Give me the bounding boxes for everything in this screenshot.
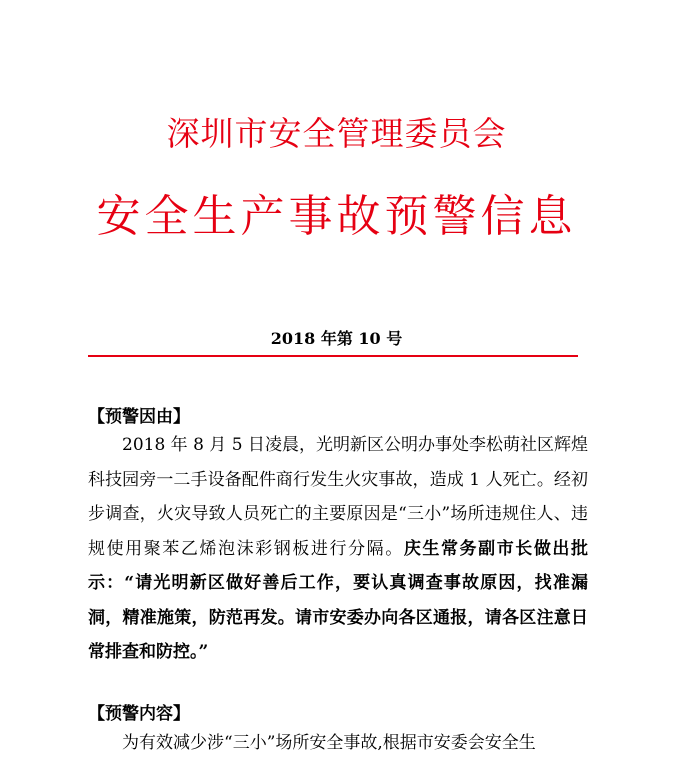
vice-mayor-instruction-text: 庆生常务副市长做出批示：“请光明新区做好善后工作，要认真调查事故原因，找准漏洞，精准施策，防范再发。请市安委办向各区通报，请各区注意日常排查和防控。” [88, 538, 589, 662]
document-title: 安全生产事故预警信息 [96, 191, 577, 242]
warning-content-text: 为有效减少涉“三小”场所安全事故,根据市安委会安全生 [122, 733, 536, 753]
issue-number: 2018 年第 10 号 [270, 329, 403, 348]
section-heading-warning-content: 【预警内容】 [88, 704, 190, 724]
red-separator-line [88, 355, 578, 357]
issuing-organization-title: 深圳市安全管理委员会 [166, 114, 507, 153]
warning-content-paragraph [88, 726, 588, 758]
section-heading-warning-reason: 【预警因由】 [88, 407, 190, 427]
warning-reason-text: 2018 年 8 月 5 日凌晨，光明新区公明办事处李松萌社区辉煌科技园旁一二手设备配件商行发生火灾事故，造成 1 人死亡。经初步调查，火灾导致人员死亡的主要原因是“三小”场所违规住人、违规使用聚苯乙烯泡沫彩钢板进行分隔。 [88, 435, 588, 559]
warning-reason-paragraph [88, 428, 588, 670]
